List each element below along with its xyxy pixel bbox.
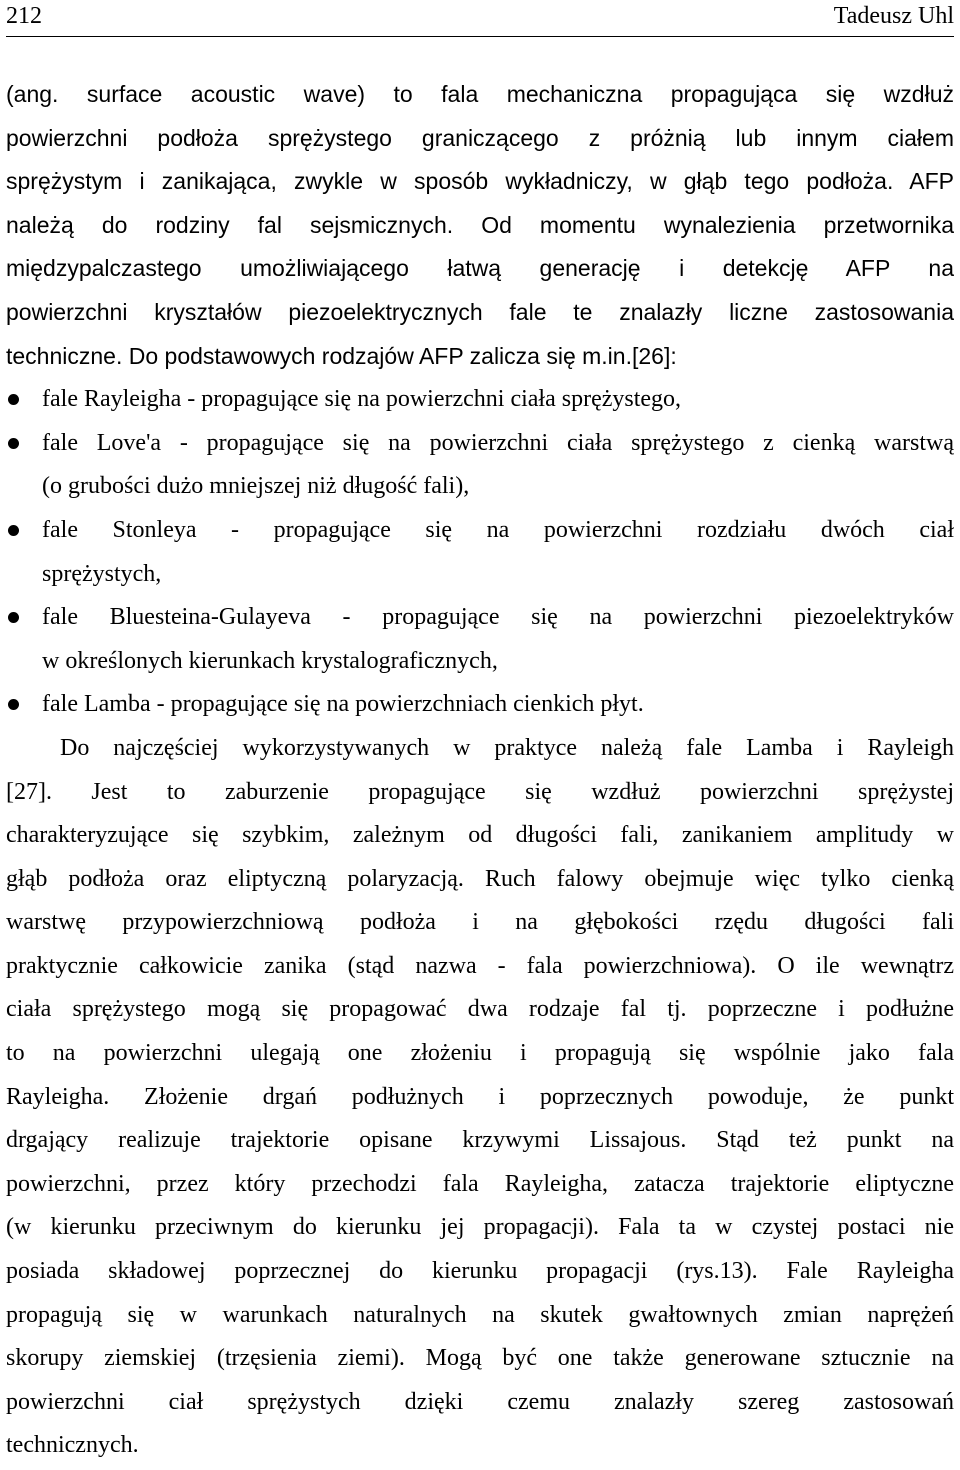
line-text: techniczne. Do podstawowych rodzajów AFP zalicza się m.in.[26]: [6,342,677,369]
text-line [6,858,954,902]
body-text [6,73,954,1468]
text-line [6,945,954,989]
text-line [6,247,954,291]
line-text: Rayleigha. Złożenie drgań podłużnych i poprzecznych powoduje, że punkt [6,1083,954,1110]
bullet-list-item-line [6,378,954,422]
line-text: głąb podłoża oraz eliptyczną polaryzacją. Ruch falowy obejmuje więc tylko cienką [6,865,954,892]
page-number: 212 [6,3,42,29]
line-text: ciała sprężystego mogą się propagować dwa rodzaje fal tj. poprzeczne i podłużne [6,996,954,1023]
text-line [6,727,954,771]
line-text: fale Lamba - propagujące się na powierzchniach cienkich płyt. [42,691,644,718]
bullet-icon [8,394,19,405]
text-line [6,1163,954,1207]
text-line [6,1294,954,1338]
text-line [6,1032,954,1076]
running-head-author: Tadeusz Uhl [833,3,954,29]
text-line [6,1076,954,1120]
text-line [6,73,954,117]
line-text: powierzchni podłoża sprężystego graniczącego z próżnią lub innym ciałem [6,124,954,151]
text-line [6,1250,954,1294]
page-header [6,0,954,37]
line-text: skorupy ziemskiej (trzęsienia ziemi). Mogą być one także generowane sztucznie na [6,1345,954,1372]
text-line [6,553,954,597]
text-line [6,640,954,684]
line-text: powierzchni kryształów piezoelektrycznych fale te znalazły liczne zastosowania [6,298,954,325]
text-line [6,1119,954,1163]
bullet-list-item-line [6,683,954,727]
line-text: fale Bluesteina-Gulayeva - propagujące się na powierzchni piezoelektryków [42,604,954,631]
bullet-list-item-line [6,596,954,640]
bullet-list-item-line [6,509,954,553]
line-text: należą do rodziny fal sejsmicznych. Od momentu wynalezienia przetwornika [6,211,954,238]
text-line [6,1337,954,1381]
line-text: powierzchni ciał sprężystych dzięki czemu znalazły szereg zastosowań [6,1388,954,1415]
text-line [6,160,954,204]
text-line [6,1206,954,1250]
line-text: fale Stonleya - propagujące się na powierzchni rozdziału dwóch ciał [42,516,954,543]
line-text: powierzchni, przez który przechodzi fala Rayleigha, zatacza trajektorie eliptyczne [6,1170,954,1197]
bullet-list-item-line [6,422,954,466]
text-line [6,465,954,509]
text-line [6,814,954,858]
bullet-icon [8,699,19,710]
text-line [6,901,954,945]
text-line [6,1381,954,1425]
line-text: w określonych kierunkach krystalograficznych, [42,647,498,674]
bullet-icon [8,612,19,623]
line-text: warstwę przypowierzchniową podłoża i na głębokości rzędu długości fali [6,909,954,936]
bullet-icon [8,525,19,536]
line-text: propagują się w warunkach naturalnych na skutek gwałtownych zmian naprężeń [6,1301,954,1328]
line-text: sprężystym i zanikająca, zwykle w sposób wykładniczy, w głąb tego podłoża. AFP [6,168,954,195]
text-line [6,771,954,815]
line-text: drgający realizuje trajektorie opisane krzywymi Lissajous. Stąd też punkt na [6,1127,954,1154]
line-text: (ang. surface acoustic wave) to fala mechaniczna propagująca się wzdłuż [6,81,954,107]
line-text: [27]. Jest to zaburzenie propagujące się wzdłuż powierzchni sprężystej [6,778,954,805]
text-line [6,988,954,1032]
text-line [6,204,954,248]
line-text: posiada składowej poprzecznej do kierunku propagacji (rys.13). Fale Rayleigha [6,1258,954,1285]
line-text: międzypalczastego umożliwiającego łatwą generację i detekcję AFP na [6,255,954,282]
line-text: Do najczęściej wykorzystywanych w praktyce należą fale Lamba i Rayleigh [60,734,954,761]
line-text: fale Rayleigha - propagujące się na powierzchni ciała sprężystego, [42,386,682,413]
line-text: praktycznie całkowicie zanika (stąd nazwa - fala powierzchniowa). O ile wewnątrz [6,952,954,979]
line-text: fale Love'a - propagujące się na powierzchni ciała sprężystego z cienką warstwą [42,429,954,456]
line-text: charakteryzujące się szybkim, zależnym od długości fali, zanikaniem amplitudy w [6,822,954,849]
line-text: (w kierunku przeciwnym do kierunku jej propagacji). Fala ta w czystej postaci nie [6,1214,954,1241]
text-line [6,291,954,335]
bullet-icon [8,438,19,449]
line-text: sprężystych, [42,560,162,587]
text-line [6,117,954,161]
text-line [6,335,954,379]
text-line [6,1424,954,1468]
line-text: to na powierzchni ulegają one złożeniu i propagują się wspólnie jako fala [6,1040,954,1067]
line-text: (o grubości dużo mniejszej niż długość fali), [42,473,470,500]
line-text: technicznych. [6,1432,139,1459]
